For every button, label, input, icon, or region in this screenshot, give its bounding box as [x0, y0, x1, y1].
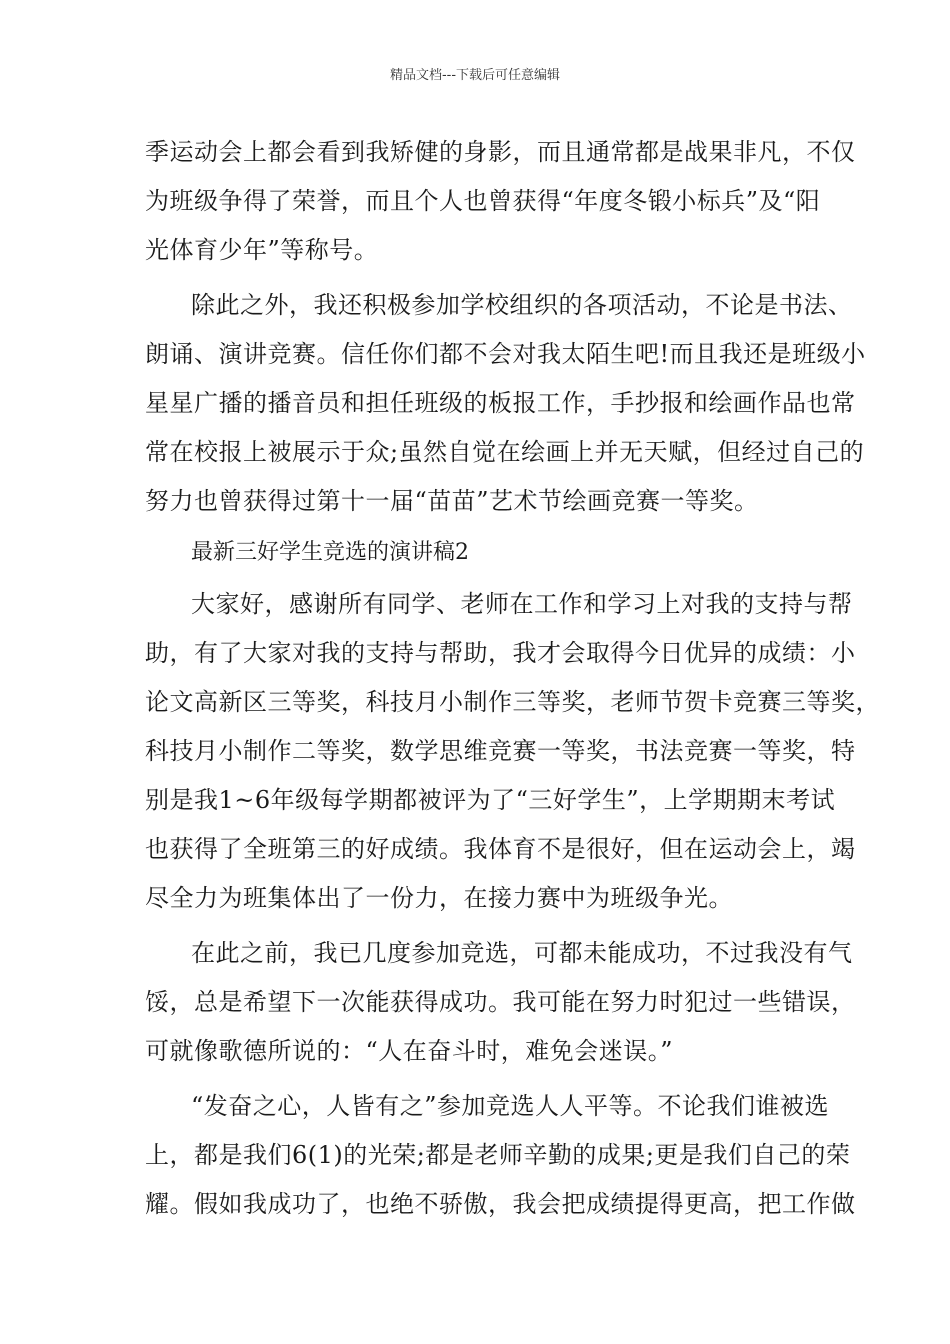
document-body — [145, 128, 880, 1229]
section-heading: 最新三好学生竞选的演讲稿2 — [191, 540, 469, 565]
text-line: 论文高新区三等奖，科技月小制作三等奖，老师节贺卡竞赛三等奖， — [145, 688, 880, 716]
text-line: 别是我1~6年级每学期都被评为了“三好学生”，上学期期末考试 — [145, 786, 836, 814]
paragraph — [145, 580, 880, 923]
text-line: 尽全力为班集体出了一份力，在接力赛中为班级争光。 — [145, 884, 733, 912]
text-line: 常在校报上被展示于众;虽然自觉在绘画上并无天赋，但经过自己的 — [145, 438, 865, 466]
paragraph — [145, 1082, 856, 1229]
text-line: 光体育少年”等称号。 — [145, 236, 379, 264]
paragraph — [145, 128, 856, 275]
text-line: 上，都是我们6(1)的光荣;都是老师辛勤的成果;更是我们自己的荣 — [145, 1141, 851, 1169]
paragraph — [145, 929, 856, 1076]
text-line: 为班级争得了荣誉，而且个人也曾获得“年度冬锻小标兵”及“阳 — [145, 187, 821, 215]
text-line: 也获得了全班第三的好成绩。我体育不是很好，但在运动会上，竭 — [145, 835, 856, 863]
text-line: 除此之外，我还积极参加学校组织的各项活动，不论是书法、 — [191, 291, 853, 319]
text-line: 耀。假如我成功了，也绝不骄傲，我会把成绩提得更高，把工作做 — [145, 1190, 856, 1218]
text-line: 星星广播的播音员和担任班级的板报工作，手抄报和绘画作品也常 — [145, 389, 856, 417]
text-line: 科技月小制作二等奖，数学思维竞赛一等奖，书法竞赛一等奖，特 — [145, 737, 856, 765]
page-header: 精品文档---下载后可任意编辑 — [389, 68, 561, 83]
text-line: 努力也曾获得过第十一届“苗苗”艺术节绘画竞赛一等奖。 — [145, 487, 759, 515]
text-line: 在此之前，我已几度参加竞选，可都未能成功，不过我没有气 — [191, 939, 853, 967]
text-line: 季运动会上都会看到我矫健的身影，而且通常都是战果非凡，不仅 — [145, 138, 856, 166]
text-line: 可就像歌德所说的：“人在奋斗时，难免会迷误。” — [145, 1037, 674, 1065]
paragraph — [145, 281, 866, 526]
text-line: 馁，总是希望下一次能获得成功。我可能在努力时犯过一些错误， — [145, 988, 856, 1016]
text-line: 朗诵、演讲竞赛。信任你们都不会对我太陌生吧!而且我还是班级小 — [145, 340, 866, 368]
text-line: 助，有了大家对我的支持与帮助，我才会取得今日优异的成绩：小 — [145, 639, 856, 667]
text-line: “发奋之心，人皆有之”参加竞选人人平等。不论我们谁被选 — [191, 1092, 830, 1120]
text-line: 大家好，感谢所有同学、老师在工作和学习上对我的支持与帮 — [191, 590, 853, 618]
